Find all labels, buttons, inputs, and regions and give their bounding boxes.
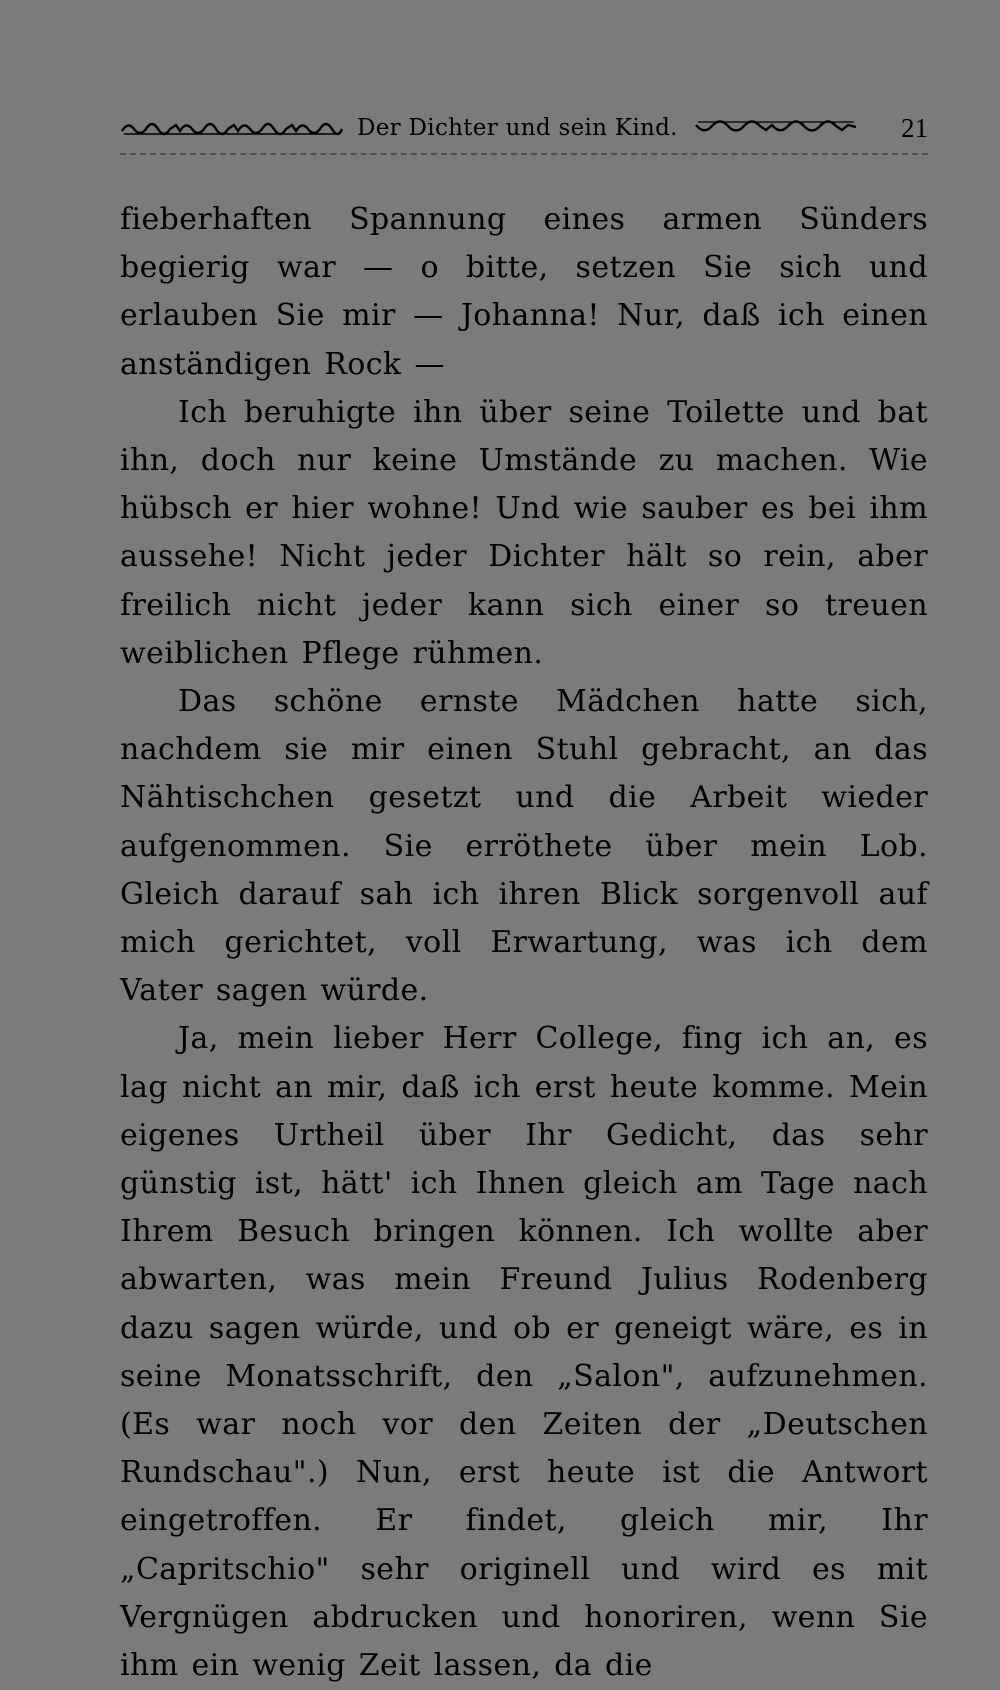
ornament-right-icon <box>694 117 859 139</box>
header-rule <box>120 153 928 157</box>
paragraph-3: Das schöne ernste Mädchen hatte sich, nachdem sie mir einen Stuhl gebracht, an das Nähtischchen gesetzt und die Arbeit wieder aufgenommen. Sie erröthete über mein Lob. Gleich darauf sah ich ihren Blick sorgenvoll auf mich gerichtet, voll Erwartung, was ich dem Vater sagen würde. <box>120 684 928 1009</box>
body-text <box>120 196 928 1690</box>
paragraph-2: Ich beruhigte ihn über seine Toilette und bat ihn, doch nur keine Umstände zu machen. Wie hübsch er hier wohne! Und wie sauber es bei ihm aussehe! Nicht jeder Dichter hält so rein, aber freilich nicht jeder kann sich einer so treuen weiblichen Pflege rühmen. <box>120 394 928 671</box>
running-head-title: Der Dichter und sein Kind. <box>357 115 678 141</box>
paragraph-1: fieberhaften Spannung eines armen Sünders begierig war — o bitte, setzen Sie sich und erlauben Sie mir — Johanna! Nur, daß ich einen anständigen Rock — <box>120 202 928 382</box>
running-head <box>120 108 928 148</box>
ornament-left-icon <box>120 117 345 139</box>
page-number: 21 <box>901 112 928 143</box>
paragraph-4: Ja, mein lieber Herr College, fing ich an, es lag nicht an mir, daß ich erst heute komme. Mein eigenes Urtheil über Ihr Gedicht, das sehr günstig ist, hätt' ich Ihnen gleich am Tage nach Ihrem Besuch bringen können. Ich wollte aber abwarten, was mein Freund Julius Rodenberg dazu sagen würde, und ob er geneigt wäre, es in seine Monatsschrift, den „Salon", aufzunehmen. (Es war noch vor den Zeiten der „Deutschen Rundschau".) Nun, erst heute ist die Antwort eingetroffen. Er findet, gleich mir, Ihr „Capritschio" sehr originell und wird es mit Vergnügen abdrucken und honoriren, wenn Sie ihm ein wenig Zeit lassen, da die <box>120 1021 928 1684</box>
